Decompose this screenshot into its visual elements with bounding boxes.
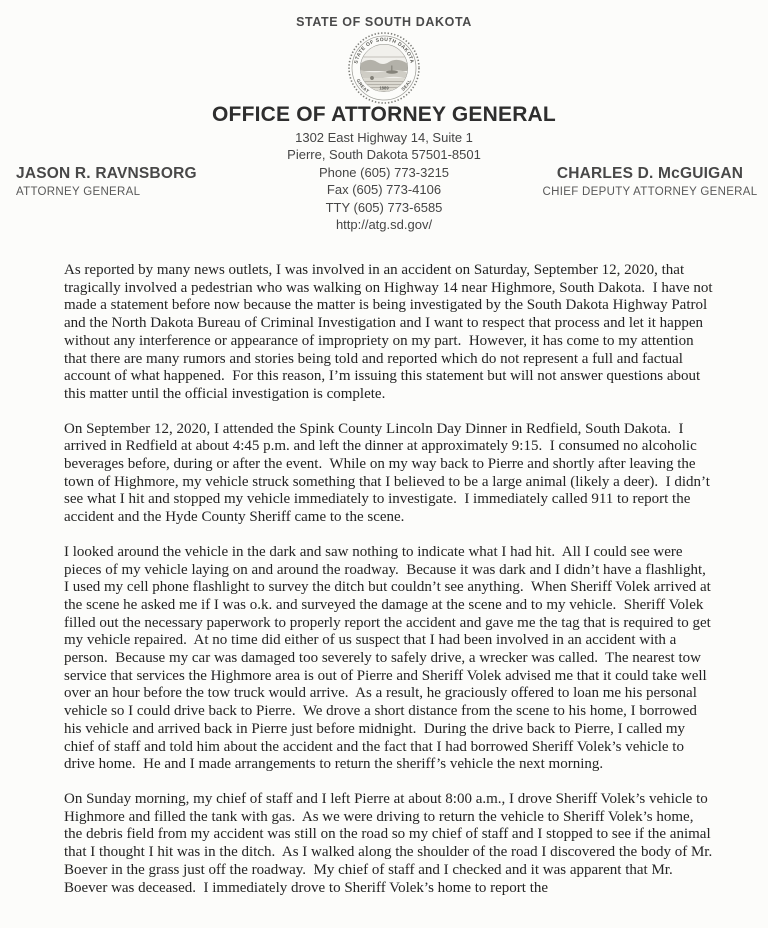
address-phone: Phone (605) 773-3215 (318, 164, 450, 180)
state-seal (347, 31, 421, 105)
seal-bottom-left-text: GREAT (355, 78, 371, 95)
state-seal-graphic (347, 31, 421, 105)
seal-bottom-right-text: SEAL (400, 78, 413, 92)
office-title: OFFICE OF ATTORNEY GENERAL (212, 103, 556, 126)
address-website: http://atg.sd.gov/ (335, 217, 433, 233)
seal-year: 1889 (379, 85, 389, 91)
attorney-general-name: JASON R. RAVNSBORG (16, 165, 197, 182)
statement-body (64, 262, 717, 914)
attorney-general-title: ATTORNEY GENERAL (16, 186, 141, 198)
statement-paragraph: As reported by many news outlets, I was involved in an accident on Saturday, September 12, 2020, that tragically involved a pedestrian who was walking on Highway 14 near Highmore, South Dakota. I have not made a statement before now because the matter is being investigated by the South Dakota Highway Patrol and the North Dakota Bureau of Criminal Investigation and I want to respect that process and let it happen without any interference or appearance of impropriety on my part. However, it has come to my attention that there are many rumors and stories being told and reported which do not represent a full and factual account of what happened. For this reason, I’m issuing this statement but will not answer questions about this matter until the official investigation is complete. (64, 262, 717, 402)
address-city: Pierre, South Dakota 57501-8501 (287, 147, 481, 163)
state-name-heading: STATE OF SOUTH DAKOTA (296, 15, 472, 29)
address-fax: Fax (605) 773-4106 (326, 182, 442, 198)
statement-paragraph: On September 12, 2020, I attended the Spink County Lincoln Day Dinner in Redfield, South Dakota. I arrived in Redfield at about 4:45 p.m. and left the dinner at approximately 9:15. I consumed no alcoholic beverages before, during or after the event. While on my way back to Pierre and shortly after leaving the town of Highmore, my vehicle struck something that I believed to be a large animal (likely a deer). I didn’t see what I hit and stopped my vehicle immediately to investigate. I immediately called 911 to report the accident and the Hyde County Sheriff came to the scene. (64, 420, 714, 526)
seal-top-text: STATE OF SOUTH DAKOTA (353, 36, 415, 65)
chief-deputy-title: CHIEF DEPUTY ATTORNEY GENERAL (542, 186, 758, 198)
chief-deputy-block (542, 165, 758, 198)
address-tty: TTY (605) 773-6585 (325, 199, 443, 215)
attorney-general-block (16, 165, 197, 198)
chief-deputy-name: CHARLES D. McGUIGAN (556, 165, 744, 182)
address-street: 1302 East Highway 14, Suite 1 (295, 130, 473, 145)
statement-paragraph: On Sunday morning, my chief of staff and I left Pierre at about 8:00 a.m., I drove Sheriff Volek’s vehicle to Highmore and filled the tank with gas. As we were driving to return the vehicle to Sheriff Volek’s home, the debris field from my accident was still on the road so my chief of staff and I stopped to see if the animal that I thought I hit was in the ditch. As I walked along the shoulder of the road I discovered the body of Mr. Boever in the grass just off the roadway. My chief of staff and I checked and it was apparent that Mr. Boever was deceased. I immediately drove to Sheriff Volek’s home to report the (64, 790, 716, 896)
statement-paragraph: I looked around the vehicle in the dark and saw nothing to indicate what I had hit. All I could see were pieces of my vehicle laying on and around the roadway. Because it was dark and I didn’t have a flashlight, I used my cell phone flashlight to survey the ditch but couldn’t see anything. When Sheriff Volek arrived at the scene he asked me if I was o.k. and surveyed the damage at the scene and to my vehicle. Sheriff Volek filled out the necessary paperwork to properly report the accident and gave me the tag that is required to get my vehicle repaired. At no time did either of us suspect that I had been involved in an accident with a person. Because my car was damaged too severely to safely drive, a wrecker was called. The nearest tow service that services the Highmore area is out of Pierre and Sheriff Volek advised me that it could take well over an hour before the tow truck would arrive. As a result, he graciously offered to loan me his personal vehicle so I could drive back to Pierre. We drove a short distance from the scene to his home, I borrowed his vehicle and arrived back in Pierre just before midnight. During the drive back to Pierre, I called my chief of staff and told him about the accident and the fact that I had borrowed Sheriff Volek’s vehicle to drive home. He and I made arrangements to return the sheriff’s vehicle the next morning. (64, 543, 715, 773)
